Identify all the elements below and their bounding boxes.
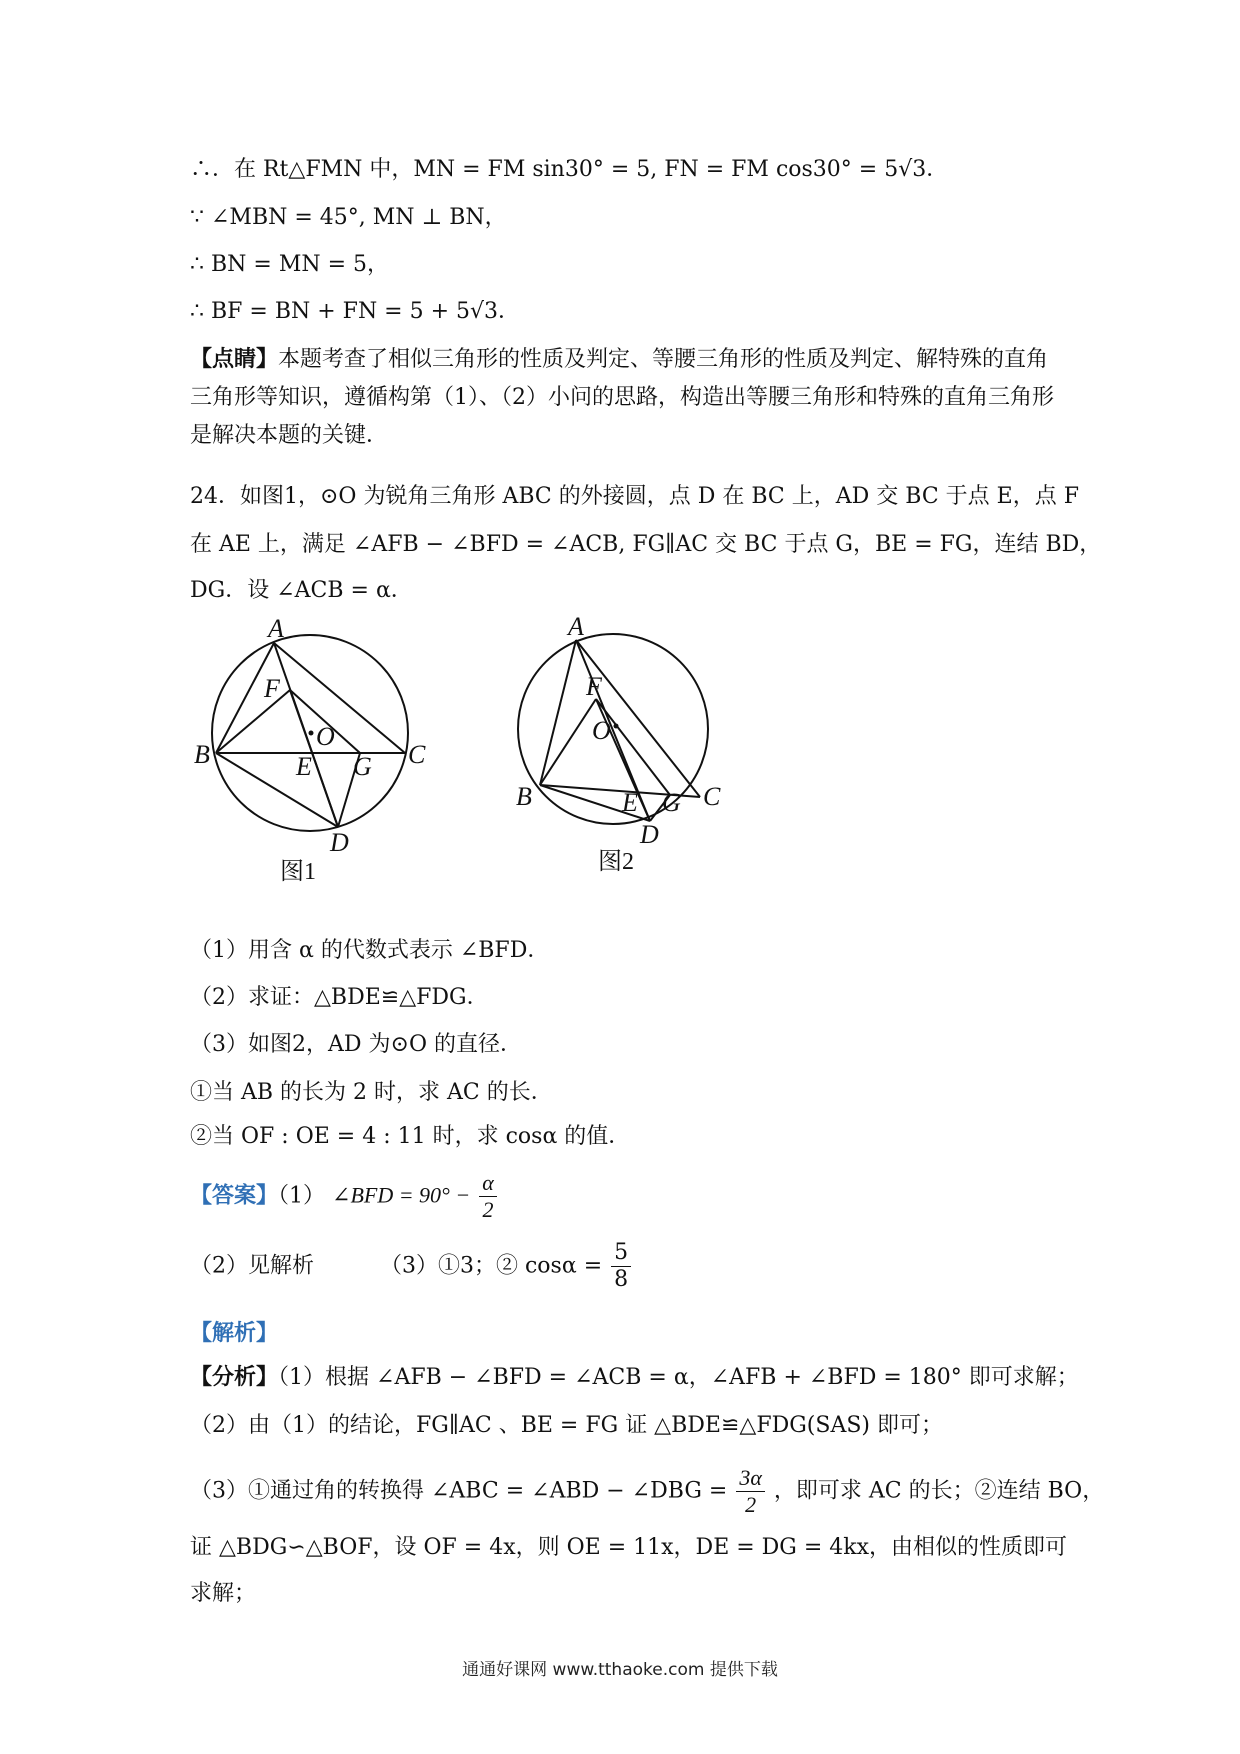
label-O: O [592, 716, 611, 745]
line-rt-fmn: ∴．在 Rt△FMN 中，MN = FM sin30° = 5, FN = FM cos30° = 5√3． [190, 157, 949, 182]
line-bn-mn: ∴ BN = MN = 5， [190, 252, 390, 277]
problem24-line2: 在 AE 上，满足 ∠AFB − ∠BFD = ∠ACB, FG∥AC 交 BC 于点 G，BE = FG，连结 BD， [190, 532, 1102, 557]
analysis-fraction: $\frac{3\alpha}{2}$ [736, 1465, 765, 1518]
center-dot [614, 724, 619, 729]
label-G: G [353, 752, 372, 781]
label-B: B [194, 740, 210, 769]
label-F: F [586, 672, 602, 701]
question-2: （2）求证：△BDE≌△FDG． [190, 985, 489, 1010]
fenxi-tag: 【分析】 [190, 1364, 279, 1390]
label-F: F [264, 674, 280, 703]
label-C: C [703, 782, 721, 811]
center-dot [309, 731, 314, 736]
figure-1-caption: 图1 [280, 859, 316, 885]
dianjing-text: 本题考查了相似三角形的性质及判定、等腰三角形的性质及判定、解特殊的直角三角形等知识，遵循构第（1）、（2）小问的思路，构造出等腰三角形和特殊的直角三角形是解决本题的关键． [190, 347, 1054, 448]
label-A: A [568, 615, 584, 641]
analysis-line-2: （2）由（1）的结论，FG∥AC 、BE = FG 证 △BDE≌△FDG(SAS) 即可； [190, 1413, 943, 1438]
analysis-tag: 【解析】 [190, 1320, 279, 1346]
label-A: A [268, 615, 284, 643]
line-bf-value: ∴ BF = BN + FN = 5 + 5√3． [190, 299, 521, 324]
label-D: D [330, 828, 349, 857]
analysis-line-5: 求解； [190, 1581, 257, 1606]
analysis-line-3: （3）①通过角的转换得 ∠ABC = ∠ABD − ∠DBG = $\frac{3\alpha}{2}$ ，即可求 AC 的长；②连结 BO， [190, 1465, 1105, 1517]
figure-2-diagram [500, 615, 760, 885]
analysis-line-1: 【分析】（1）根据 ∠AFB − ∠BFD = ∠ACB = α，∠AFB + ∠BFD = 180° 即可求解； [190, 1364, 1079, 1390]
figure-2-caption: 图2 [598, 849, 634, 875]
label-D: D [640, 820, 659, 849]
label-E: E [622, 788, 638, 817]
dianjing-paragraph [190, 340, 1060, 455]
question-3b: ②当 OF : OE = 4 : 11 时，求 cosα 的值． [190, 1124, 631, 1149]
answer-line-2: （2）见解析 （3）①3；② cosα = $\frac{5}{8}$ [190, 1240, 633, 1293]
label-C: C [408, 740, 426, 769]
label-O: O [316, 722, 335, 751]
answer-1-fraction: $\frac{\alpha}{2}$ [479, 1170, 497, 1223]
answer-line-1: 【答案】（1） ∠BFD = 90° − $\frac{\alpha}{2}$ [190, 1170, 499, 1223]
figure-2 [500, 615, 760, 889]
problem24-line3: DG．设 ∠ACB = α． [190, 578, 413, 603]
question-3a: ①当 AB 的长为 2 时，求 AC 的长． [190, 1080, 553, 1105]
question-3: （3）如图2，AD 为⊙O 的直径． [190, 1032, 522, 1057]
label-E: E [296, 752, 312, 781]
line-angle-mbn: ∵ ∠MBN = 45°, MN ⊥ BN， [190, 205, 507, 230]
figure-1 [190, 615, 450, 889]
analysis-line-4: 证 △BDG∽△BOF，设 OF = 4x，则 OE = 11x，DE = DG = 4kx，由相似的性质即可 [190, 1535, 1068, 1560]
label-G: G [662, 788, 681, 817]
answer-3-fraction: $\frac{5}{8}$ [611, 1240, 631, 1293]
figure-1-diagram [190, 615, 450, 885]
answer-tag: 【答案】 [190, 1182, 279, 1209]
label-B: B [516, 782, 532, 811]
dianjing-tag: 【点睛】 [190, 346, 279, 372]
footer-watermark: 通通好课网 www.tthaoke.com 提供下载 [462, 1660, 778, 1680]
question-1: （1）用含 α 的代数式表示 ∠BFD． [190, 938, 550, 963]
problem24-line1: 24．如图1，⊙O 为锐角三角形 ABC 的外接圆，点 D 在 BC 上，AD 交 BC 于点 E，点 F [190, 484, 1079, 509]
